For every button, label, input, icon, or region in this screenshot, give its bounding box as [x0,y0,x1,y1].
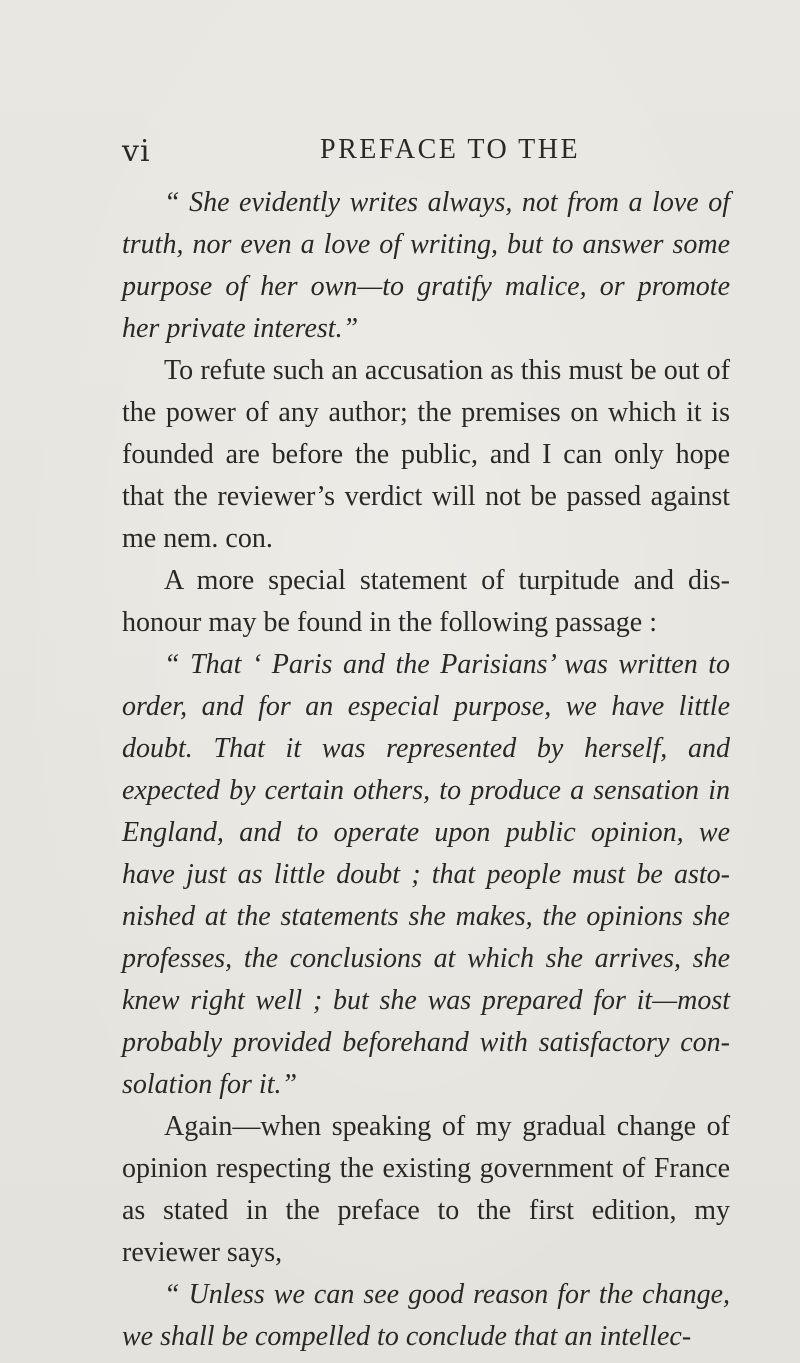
paragraph-quote-2: “ That ‘ Paris and the Parisians’ was written to order, and for an especial purpose, we have little doubt. That it was represented by herself, and expected by certain others, to produce a sensation in England, and to operate upon public opinion, we have just as little doubt ; that people must be asto-nished at the statements she makes, the opinions she professes, the conclusions at which she arrives, she knew right well ; but she was prepared for it—most probably provided beforehand with satisfactory con-solation for it.” [122,649,730,1100]
paragraph-quote-1: “ She evidently writes always, not from a love of truth, nor even a love of writing, but to answer some purpose of her own—to gratify malice, or promote her private interest.” [122,187,730,344]
paragraph-refutation: To refute such an accusation as this must be out of the power of any author; the premises on which it is founded are before the public, and I can only hope that the reviewer’s verdict will not be passed against me nem. con. [122,355,730,554]
page-header [122,134,720,174]
paragraph-special-statement: A more special statement of turpitude and dis-honour may be found in the following passage : [122,565,730,638]
paragraph-again: Again—when speaking of my gradual change of opinion respecting the existing government of France as stated in the preface to the first edition, my reviewer says, [122,1111,730,1268]
body-text [122,182,730,1358]
running-head: PREFACE TO THE [320,134,581,165]
page-number: vi [122,134,151,169]
paragraph-quote-3: “ Unless we can see good reason for the change, we shall be compelled to conclude that an intellec- [122,1279,730,1352]
